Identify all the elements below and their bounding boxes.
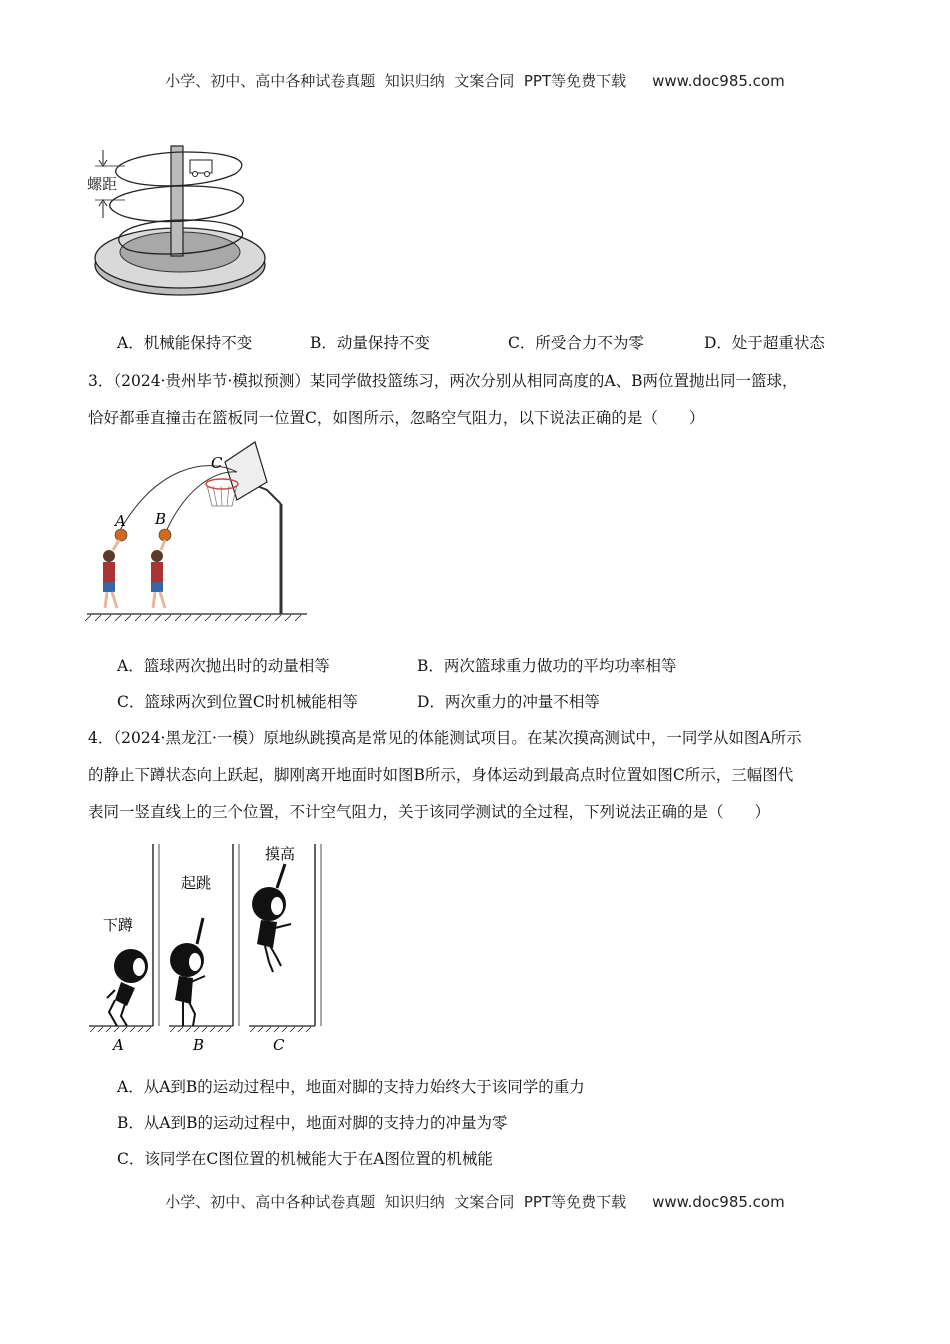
q4-option-b: B．从A到B的运动过程中，地面对脚的支持力的冲量为零 — [117, 1114, 508, 1132]
label-jump: 起跳 — [181, 874, 212, 892]
q2-option-a: A．机械能保持不变 — [117, 334, 253, 352]
label-a: A — [113, 1036, 124, 1054]
label-c: C — [211, 454, 223, 472]
q2-option-b: B．动量保持不变 — [310, 334, 430, 352]
q3-option-c: C．篮球两次到位置C时机械能相等 — [117, 693, 358, 711]
q2-option-d: D．处于超重状态 — [704, 334, 825, 352]
header-site: www.doc985.com — [652, 72, 785, 90]
pitch-label: 螺距 — [87, 175, 118, 193]
person-jump — [170, 918, 205, 1026]
page-footer — [0, 1191, 950, 1212]
label-touch: 摸高 — [265, 845, 296, 863]
q4-option-a: A．从A到B的运动过程中，地面对脚的支持力始终大于该同学的重力 — [117, 1078, 585, 1096]
label-a: A — [115, 512, 126, 530]
player-b — [151, 540, 165, 608]
person-touch — [252, 864, 291, 972]
q4-stem-line1: 4．（2024·黑龙江·一模）原地纵跳摸高是常见的体能测试项目。在某次摸高测试中，一同学从如图A所示 — [88, 729, 802, 747]
q3-stem-line2: 恰好都垂直撞击在篮板同一位置C，如图所示，忽略空气阻力，以下说法正确的是（ ） — [88, 409, 705, 427]
page-header — [0, 70, 950, 91]
q4-stem-line3: 表同一竖直线上的三个位置，不计空气阻力，关于该同学测试的全过程，下列说法正确的是（ ） — [88, 803, 771, 821]
label-c: C — [273, 1036, 285, 1054]
header-text: 小学、初中、高中各种试卷真题 知识归纳 文案合同 PPT等免费下载 — [165, 72, 627, 90]
q3-option-a: A．篮球两次抛出时的动量相等 — [117, 657, 330, 675]
label-b: B — [155, 510, 167, 528]
q3-stem-line1: 3．（2024·贵州毕节·模拟预测）某同学做投篮练习，两次分别从相同高度的A、B两位置抛出同一篮球， — [88, 372, 798, 390]
label-b: B — [193, 1036, 205, 1054]
q3-option-b: B．两次篮球重力做功的平均功率相等 — [417, 657, 677, 675]
q4-stem-line2: 的静止下蹲状态向上跃起，脚刚离开地面时如图B所示，身体运动到最高点时位置如图C所示，三幅图代 — [88, 766, 794, 784]
q4-option-c: C．该同学在C图位置的机械能大于在A图位置的机械能 — [117, 1150, 493, 1168]
person-squat — [107, 949, 148, 1026]
vertical-jump-figure — [85, 840, 330, 1058]
q3-option-d: D．两次重力的冲量不相等 — [417, 693, 600, 711]
player-a — [103, 540, 119, 608]
footer-text: 小学、初中、高中各种试卷真题 知识归纳 文案合同 PPT等免费下载 — [165, 1193, 627, 1211]
spiral-track-figure — [85, 140, 275, 315]
q2-option-c: C．所受合力不为零 — [508, 334, 644, 352]
label-squat: 下蹲 — [103, 916, 134, 934]
basketball-figure — [85, 438, 315, 623]
footer-site: www.doc985.com — [652, 1193, 785, 1211]
